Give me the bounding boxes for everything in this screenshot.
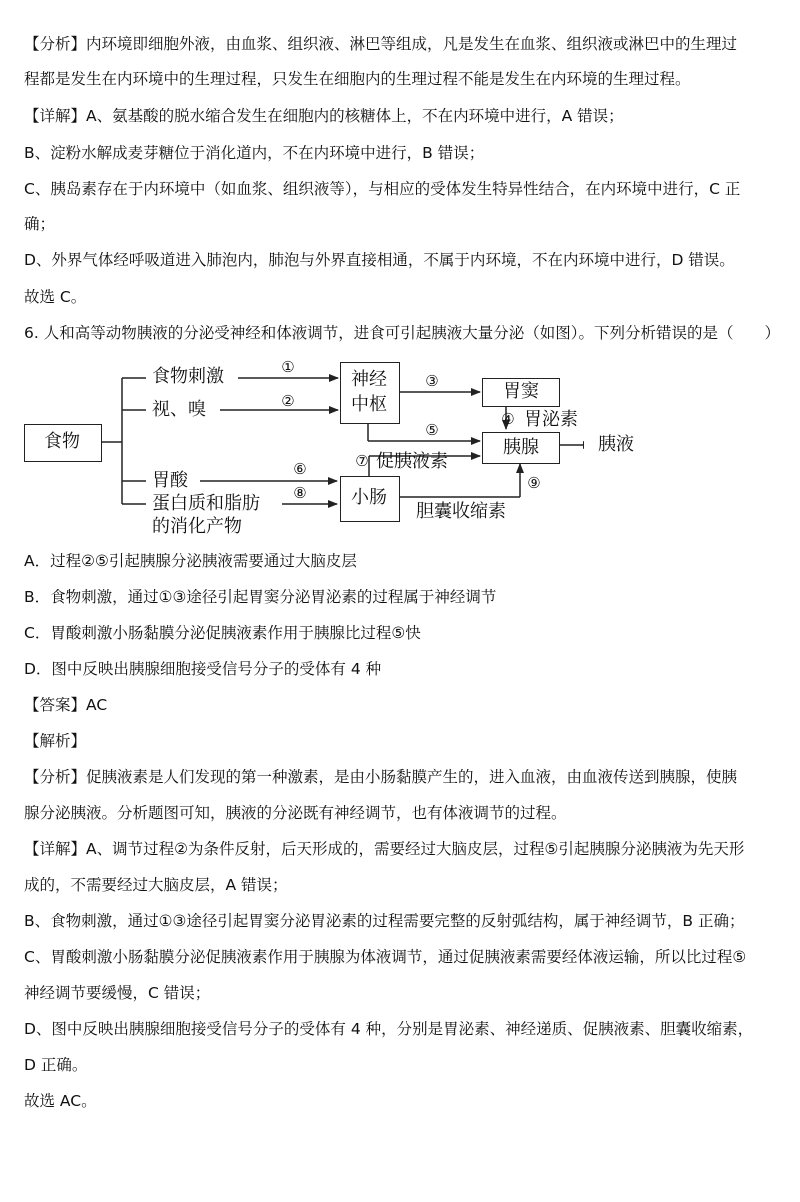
process-7-marker: ⑦ — [355, 452, 369, 470]
small-intestine-label: 小肠 — [351, 487, 387, 508]
nerve-center-label-2: 中枢 — [351, 394, 387, 415]
secretin-label: 促胰液素 — [376, 451, 448, 472]
analysis1-line1: 【分析】内环境即细胞外液，由血浆、组织液、淋巴等组成，凡是发生在血浆、组织液或淋巴中的生理过 — [24, 35, 738, 53]
food-label: 食物 — [44, 431, 80, 452]
option-b: B．食物刺激，通过①③途径引起胃窦分泌胃泌素的过程属于神经调节 — [24, 588, 497, 606]
digestion-products-label-1: 蛋白质和脂肪 — [152, 493, 260, 514]
process-6-marker: ⑥ — [293, 460, 307, 478]
analysis1-line2: 程都是发生在内环境中的生理过程，只发生在细胞内的生理过程不能是发生在内环境的生理过程。 — [24, 70, 691, 88]
food-box — [24, 424, 102, 462]
gastric-antrum-label: 胃窦 — [503, 381, 539, 402]
gastric-antrum-box — [482, 378, 560, 407]
jiexi-heading: 【解析】 — [24, 732, 87, 750]
option-c: C．胃酸刺激小肠黏膜分泌促胰液素作用于胰腺比过程⑤快 — [24, 624, 421, 642]
sight-smell-label: 视、嗅 — [152, 399, 206, 420]
process-3-marker: ③ — [425, 372, 439, 390]
pancreatic-juice-label: 胰液 — [598, 434, 634, 455]
detail2-a1: 【详解】A、调节过程②为条件反射，后天形成的，需要经过大脑皮层，过程⑤引起胰腺分泌胰液为先天形 — [24, 840, 745, 858]
process-8-marker: ⑧ — [293, 484, 307, 502]
option-a: A．过程②⑤引起胰腺分泌胰液需要通过大脑皮层 — [24, 552, 357, 570]
process-1-marker: ① — [281, 358, 295, 376]
pancreas-box — [482, 432, 560, 464]
detail2-a2: 成的，不需要经过大脑皮层，A 错误； — [24, 876, 288, 894]
process-2-marker: ② — [281, 392, 295, 410]
gastric-acid-label: 胃酸 — [152, 470, 188, 491]
detail1-conclusion: 故选 C。 — [24, 288, 87, 306]
answer-line: 【答案】AC — [24, 696, 108, 714]
detail1-b: B、淀粉水解成麦芽糖位于消化道内，不在内环境中进行，B 错误； — [24, 144, 485, 162]
detail1-a: 【详解】A、氨基酸的脱水缩合发生在细胞内的核糖体上，不在内环境中进行，A 错误； — [24, 107, 624, 125]
detail2-c2: 神经调节要缓慢，C 错误； — [24, 984, 211, 1002]
process-5-marker: ⑤ — [425, 421, 439, 439]
analysis2-line2: 腺分泌胰液。分析题图可知，胰液的分泌既有神经调节，也有体液调节的过程。 — [24, 804, 567, 822]
process-9-marker: ⑨ — [527, 474, 541, 492]
process-4-marker: ④ — [501, 410, 515, 428]
detail2-conclusion: 故选 AC。 — [24, 1092, 97, 1110]
pancreas-regulation-diagram — [24, 352, 634, 542]
small-intestine-box — [340, 476, 400, 522]
detail2-c1: C、胃酸刺激小肠黏膜分泌促胰液素作用于胰腺为体液调节，通过促胰液素需要经体液运输，所以比过程⑤ — [24, 948, 747, 966]
analysis2-line1: 【分析】促胰液素是人们发现的第一种激素，是由小肠黏膜产生的，进入血液，由血液传送到胰腺，使胰 — [24, 768, 738, 786]
detail2-d1: D、图中反映出胰腺细胞接受信号分子的受体有 4 种，分别是胃泌素、神经递质、促胰液素、胆囊收缩素， — [24, 1020, 754, 1038]
cholecystokinin-label: 胆囊收缩素 — [416, 501, 506, 522]
detail2-d2: D 正确。 — [24, 1056, 88, 1074]
detail1-d: D、外界气体经呼吸道进入肺泡内，肺泡与外界直接相通，不属于内环境，不在内环境中进行，D 错误。 — [24, 251, 735, 269]
nerve-center-box — [340, 362, 400, 424]
option-d: D．图中反映出胰腺细胞接受信号分子的受体有 4 种 — [24, 660, 382, 678]
pancreas-label: 胰腺 — [503, 437, 539, 458]
detail1-c1: C、胰岛素存在于内环境中（如血浆、组织液等），与相应的受体发生特异性结合，在内环境中进行，C 正 — [24, 180, 741, 198]
food-stimulus-label: 食物刺激 — [152, 366, 224, 387]
nerve-center-label-1: 神经 — [351, 369, 387, 390]
gastrin-label: 胃泌素 — [524, 409, 578, 430]
digestion-products-label-2: 的消化产物 — [152, 516, 242, 537]
question-6-stem: 6. 人和高等动物胰液的分泌受神经和体液调节，进食可引起胰液大量分泌（如图）。下列分析错误的是（ ） — [24, 324, 780, 342]
detail1-c2: 确； — [24, 215, 56, 233]
detail2-b: B、食物刺激，通过①③途径引起胃窦分泌胃泌素的过程需要完整的反射弧结构，属于神经调节，B 正确； — [24, 912, 745, 930]
